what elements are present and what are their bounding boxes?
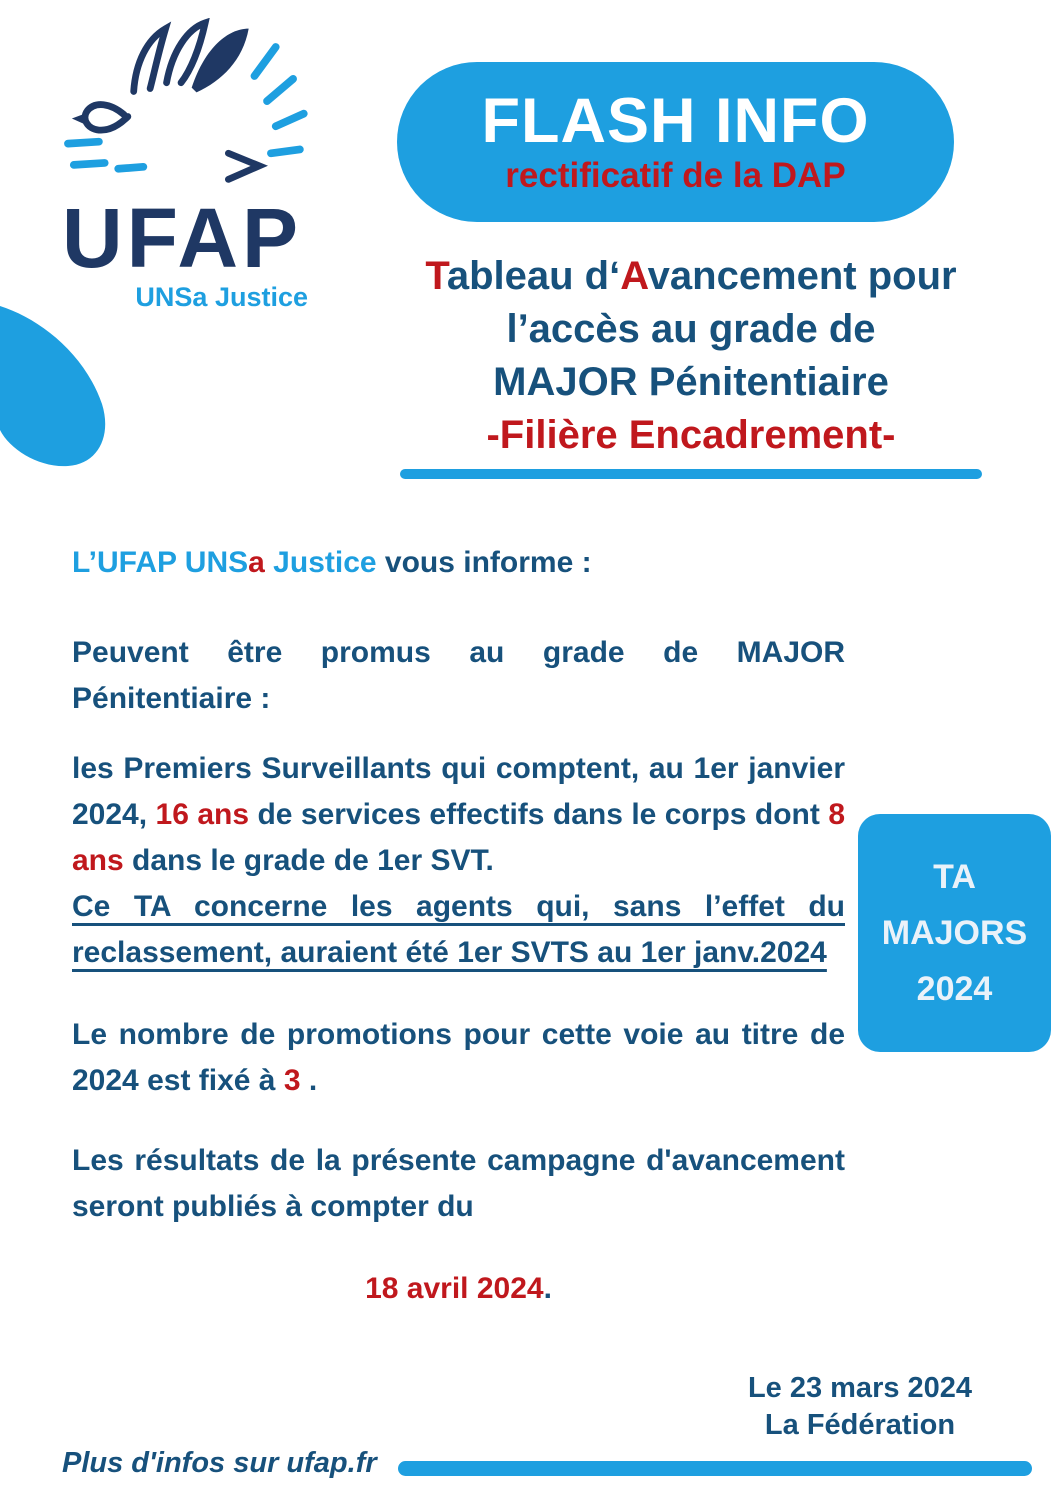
publication-date-line: 18 avril 2024. — [365, 1272, 552, 1305]
paragraph-promus: Peuvent être promus au grade de MAJOR Pénitentiaire : — [72, 636, 845, 715]
logo-wordmark: UFAP — [61, 191, 303, 285]
signature-org: La Fédération — [764, 1409, 956, 1441]
title-underline-rule — [400, 469, 982, 479]
document-title — [391, 250, 991, 462]
signature-block — [700, 1370, 1020, 1444]
paragraph-surveillants: les Premiers Surveillants qui comptent, au 1er janvier 2024, 16 ans de services effectifs dans le corps dont 8 ans dans le grade de 1er SVT. — [72, 752, 845, 877]
signature-date: Le 23 mars 2024 — [747, 1372, 973, 1404]
title-line-3: MAJOR Pénitentiaire — [493, 360, 889, 404]
intro-line: L’UFAP UNSa Justice vous informe : — [72, 546, 592, 579]
title-line-1: Tableau d‘Avancement pour — [425, 254, 957, 298]
paragraph-resultats: Les résultats de la présente campagne d'avancement seront publiés à compter du — [72, 1144, 845, 1223]
dove-icon — [56, 18, 308, 190]
badge-line-2: MAJORS — [881, 914, 1028, 952]
paragraph-nombre-promotions: Le nombre de promotions pour cette voie au titre de 2024 est fixé à 3 . — [72, 1018, 845, 1097]
ufap-logo — [42, 18, 322, 313]
more-info-link[interactable]: Plus d'infos sur ufap.fr — [62, 1447, 377, 1479]
badge-line-1: TA — [933, 858, 976, 896]
logo-subtitle: UNSa Justice — [135, 282, 308, 312]
ta-majors-2024-badge — [858, 814, 1051, 1052]
blue-blob-shape — [0, 300, 116, 482]
flash-info-title: FLASH INFO — [481, 86, 870, 157]
footer-bar — [398, 1461, 1032, 1476]
flash-info-banner — [397, 62, 954, 222]
paragraph-reclassement: Ce TA concerne les agents qui, sans l’effet du reclassement, auraient été 1er SVTS au 1er janv.2024 — [72, 890, 845, 969]
badge-line-3: 2024 — [916, 970, 993, 1008]
body-text — [72, 540, 845, 1312]
title-line-4: -Filière Encadrement- — [486, 413, 896, 457]
flash-info-subtitle: rectificatif de la DAP — [505, 156, 846, 196]
title-line-2: l’accès au grade de — [506, 307, 876, 351]
